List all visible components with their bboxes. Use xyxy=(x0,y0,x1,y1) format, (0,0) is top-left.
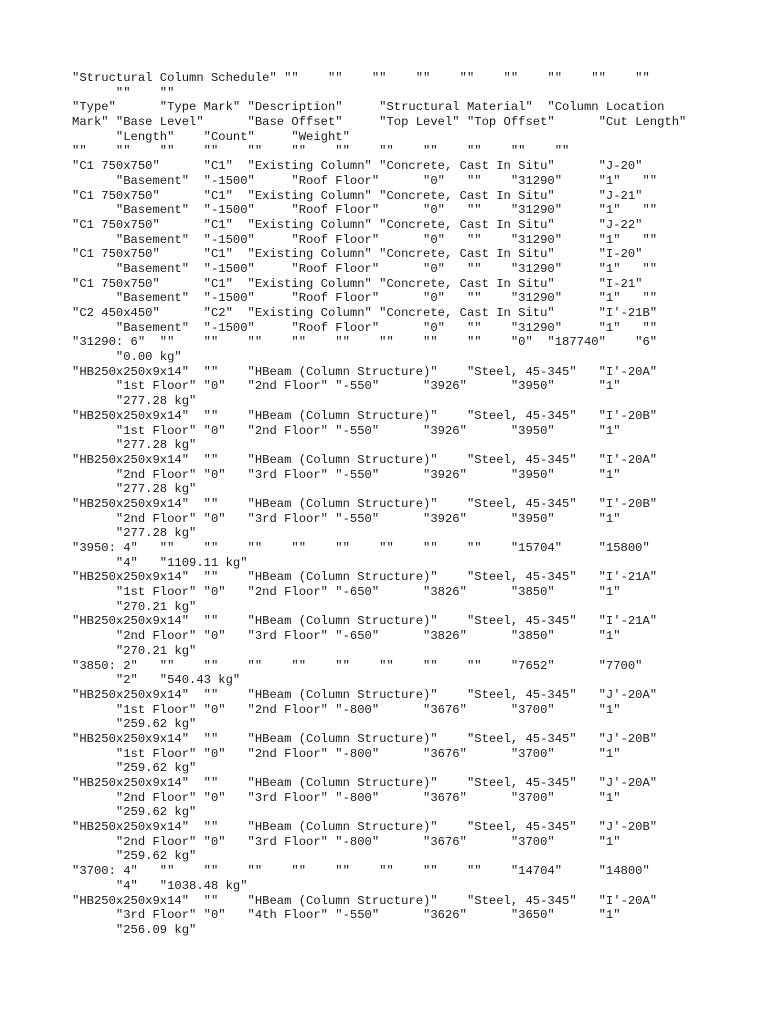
schedule-line: "277.28 kg" xyxy=(72,482,197,497)
schedule-line: "2nd Floor" "0" "3rd Floor" "-800" "3676" "3700" "1" xyxy=(72,790,621,805)
schedule-line: "HB250x250x9x14" "" "HBeam (Column Structure)" "Steel, 45-345" "I'-21A" xyxy=(72,570,658,585)
schedule-text xyxy=(72,71,686,938)
schedule-line: "270.21 kg" xyxy=(72,599,197,614)
schedule-line: "C1 750x750" "C1" "Existing Column" "Concrete, Cast In Situ" "I-21" xyxy=(72,276,643,291)
schedule-line: "1st Floor" "0" "2nd Floor" "-550" "3926" "3950" "1" xyxy=(72,423,621,438)
schedule-line: "HB250x250x9x14" "" "HBeam (Column Structure)" "Steel, 45-345" "I'-20B" xyxy=(72,408,658,423)
schedule-line: "HB250x250x9x14" "" "HBeam (Column Structure)" "Steel, 45-345" "I'-20A" xyxy=(72,893,658,908)
schedule-line: "1st Floor" "0" "2nd Floor" "-550" "3926" "3950" "1" xyxy=(72,379,621,394)
schedule-line: "Basement" "-1500" "Roof Floor" "0" "" "31290" "1" "" xyxy=(72,320,658,335)
schedule-line: "2nd Floor" "0" "3rd Floor" "-800" "3676" "3700" "1" xyxy=(72,834,621,849)
schedule-line: "Structural Column Schedule" "" "" "" "" "" "" "" "" "" xyxy=(72,71,650,85)
schedule-line: "Basement" "-1500" "Roof Floor" "0" "" "31290" "1" "" xyxy=(72,261,658,276)
schedule-line: "C1 750x750" "C1" "Existing Column" "Concrete, Cast In Situ" "I-20" xyxy=(72,247,643,262)
schedule-line: "2nd Floor" "0" "3rd Floor" "-550" "3926" "3950" "1" xyxy=(72,467,621,482)
schedule-line: "3rd Floor" "0" "4th Floor" "-550" "3626" "3650" "1" xyxy=(72,908,621,923)
schedule-line: "C2 450x450" "C2" "Existing Column" "Concrete, Cast In Situ" "I'-21B" xyxy=(72,306,658,320)
schedule-line: "270.21 kg" xyxy=(72,643,197,658)
schedule-line: "HB250x250x9x14" "" "HBeam (Column Structure)" "Steel, 45-345" "J'-20B" xyxy=(72,820,658,835)
schedule-line: "259.62 kg" xyxy=(72,717,197,732)
schedule-line: "3850: 2" "" "" "" "" "" "" "" "" "7652" "7700" xyxy=(72,658,643,673)
schedule-line: "256.09 kg" xyxy=(72,922,197,937)
schedule-line: Mark" "Base Level" "Base Offset" "Top Level" "Top Offset" "Cut Length" xyxy=(72,115,687,130)
schedule-line: "277.28 kg" xyxy=(72,526,197,541)
schedule-line: "4" "1038.48 kg" xyxy=(72,878,248,893)
schedule-line: "HB250x250x9x14" "" "HBeam (Column Structure)" "Steel, 45-345" "J'-20A" xyxy=(72,776,658,790)
schedule-line: "277.28 kg" xyxy=(72,394,197,409)
schedule-line: "2nd Floor" "0" "3rd Floor" "-650" "3826" "3850" "1" xyxy=(72,629,621,644)
schedule-line: "HB250x250x9x14" "" "HBeam (Column Structure)" "Steel, 45-345" "I'-20A" xyxy=(72,364,658,379)
schedule-line: "HB250x250x9x14" "" "HBeam (Column Structure)" "Steel, 45-345" "I'-20A" xyxy=(72,452,658,467)
schedule-line: "HB250x250x9x14" "" "HBeam (Column Structure)" "Steel, 45-345" "J'-20A" xyxy=(72,687,658,702)
schedule-line: "Basement" "-1500" "Roof Floor" "0" "" "31290" "1" "" xyxy=(72,173,658,188)
schedule-line: "" "" xyxy=(72,85,175,100)
schedule-line: "2nd Floor" "0" "3rd Floor" "-550" "3926" "3950" "1" xyxy=(72,511,621,526)
schedule-line: "Length" "Count" "Weight" xyxy=(72,129,350,144)
schedule-line: "Basement" "-1500" "Roof Floor" "0" "" "31290" "1" "" xyxy=(72,203,658,218)
schedule-line: "1st Floor" "0" "2nd Floor" "-800" "3676" "3700" "1" xyxy=(72,702,621,717)
schedule-line: "3700: 4" "" "" "" "" "" "" "" "" "14704" "14800" xyxy=(72,864,650,879)
schedule-line: "Type" "Type Mark" "Description" "Structural Material" "Column Location xyxy=(72,100,665,115)
schedule-line: "HB250x250x9x14" "" "HBeam (Column Structure)" "Steel, 45-345" "I'-20B" xyxy=(72,496,658,511)
schedule-line: "HB250x250x9x14" "" "HBeam (Column Structure)" "Steel, 45-345" "J'-20B" xyxy=(72,731,658,746)
schedule-line: "1st Floor" "0" "2nd Floor" "-650" "3826" "3850" "1" xyxy=(72,585,621,600)
schedule-line: "HB250x250x9x14" "" "HBeam (Column Structure)" "Steel, 45-345" "I'-21A" xyxy=(72,614,658,629)
schedule-line: "Basement" "-1500" "Roof Floor" "0" "" "31290" "1" "" xyxy=(72,291,658,306)
schedule-line: "259.62 kg" xyxy=(72,805,197,820)
schedule-line: "277.28 kg" xyxy=(72,438,197,453)
schedule-line: "C1 750x750" "C1" "Existing Column" "Concrete, Cast In Situ" "J-20" xyxy=(72,159,643,174)
schedule-line: "C1 750x750" "C1" "Existing Column" "Concrete, Cast In Situ" "J-22" xyxy=(72,217,643,232)
schedule-line: "C1 750x750" "C1" "Existing Column" "Concrete, Cast In Situ" "J-21" xyxy=(72,188,643,203)
schedule-line: "3950: 4" "" "" "" "" "" "" "" "" "15704" "15800" xyxy=(72,541,650,555)
schedule-line: "31290: 6" "" "" "" "" "" "" "" "" "0" "187740" "6" xyxy=(72,335,658,350)
schedule-line: "2" "540.43 kg" xyxy=(72,673,241,688)
schedule-line: "259.62 kg" xyxy=(72,761,197,776)
schedule-line: "1st Floor" "0" "2nd Floor" "-800" "3676" "3700" "1" xyxy=(72,746,621,761)
schedule-line: "259.62 kg" xyxy=(72,849,197,864)
schedule-line: "0.00 kg" xyxy=(72,350,182,365)
schedule-line: "4" "1109.11 kg" xyxy=(72,555,248,570)
schedule-line: "Basement" "-1500" "Roof Floor" "0" "" "31290" "1" "" xyxy=(72,232,658,247)
schedule-line: "" "" "" "" "" "" "" "" "" "" "" "" xyxy=(72,144,570,159)
